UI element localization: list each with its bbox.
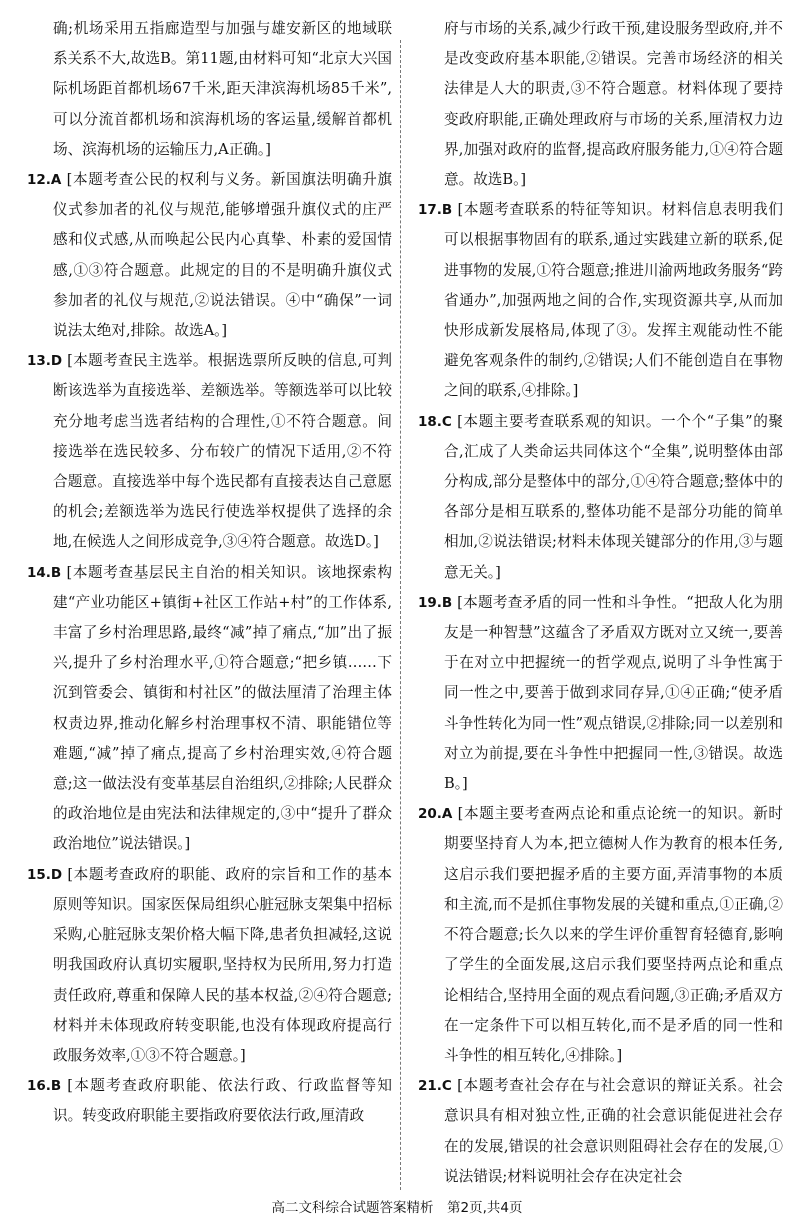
answer-16-text: [本题考查政府职能、依法行政、行政监督等知识。转变政府职能主要指政府要依法行政,厘清政 xyxy=(53,1077,392,1125)
answer-20-text: [本题主要考查两点论和重点论统一的知识。新时期要坚持育人为本,把立德树人作为教育的根本任务,这启示我们要把握矛盾的主要方面,弄清事物的本质和主流,而不是抓住事物发展的关键和重点,①正确,②不符合题意;长久以来的学生评价重智育轻德育,影响了学生的全面发展,这启示我们要坚持两点论和重点论相结合,坚持用全面的观点看问题,③正确;矛盾双方在一定条件下可以相互转化,而不是矛盾的同一性和斗争性的相互转化,④排除。] xyxy=(444,805,784,1064)
answer-18 xyxy=(418,407,783,588)
answer-12-number: 12.A xyxy=(27,172,62,189)
answer-14-text: [本题考查基层民主自治的相关知识。该地探索构建“产业功能区+镇街+社区工作站+村”的工作体系,丰富了乡村治理思路,最终“减”掉了痛点,“加”出了振兴,提升了乡村治理水平,①符合题意;“把乡镇……下沉到管委会、镇街和村社区”的做法厘清了治理主体权责边界,推动化解乡村治理事权不清、职能错位等难题,“减”掉了痛点,提高了乡村治理实效,④符合题意;这一做法没有变革基层自治组织,②排除;人民群众的政治地位是由宪法和法律规定的,③中“提升了群众政治地位”说法错误。] xyxy=(53,563,392,853)
answer-13-text: [本题考查民主选举。根据选票所反映的信息,可判断该选举为直接选举、差额选举。等额选举可以比较充分地考虑当选者结构的合理性,①不符合题意。间接选举在选民较多、分布较广的情况下适用,②不符合题意。直接选举中每个选民都有直接表达自己意愿的机会;差额选举为选民行使选举权提供了选择的余地,在候选人之间形成竞争,③④符合题意。故选D。] xyxy=(53,352,392,551)
column-divider xyxy=(400,40,401,1190)
answer-15-number: 15.D xyxy=(27,866,63,883)
answer-21-number: 21.C xyxy=(418,1078,452,1095)
answer-20-number: 20.A xyxy=(418,806,453,823)
answer-16-number: 16.B xyxy=(27,1078,62,1095)
answer-12 xyxy=(27,165,392,346)
answer-19-number: 19.B xyxy=(418,594,453,611)
answer-14 xyxy=(27,558,392,860)
answer-15 xyxy=(27,860,392,1071)
page-footer: 高二文科综合试题答案精析 第2页,共4页 xyxy=(271,1200,523,1216)
answer-14-number: 14.B xyxy=(27,564,62,581)
left-column xyxy=(27,14,392,1132)
answer-17 xyxy=(418,195,783,406)
answer-19-text: [本题考查矛盾的同一性和斗争性。“把敌人化为朋友是一种智慧”这蕴含了矛盾双方既对立又统一,要善于在对立中把握统一的哲学观点,说明了斗争性寓于同一性之中,要善于做到求同存异,①④正确;“使矛盾斗争性转化为同一性”观点错误,②排除;同一以差别和对立为前提,要在斗争性中把握同一性,③错误。故选B。] xyxy=(444,593,784,793)
answer-17-text: [本题考查联系的特征等知识。材料信息表明我们可以根据事物固有的联系,通过实践建立新的联系,促进事物的发展,①符合题意;推进川渝两地政务服务“跨省通办”,加强两地之间的合作,实现资源共享,从而加快形成新发展格局,体现了③。发挥主观能动性不能避免客观条件的制约,②错误;人们不能创造自在事物之间的联系,④排除。] xyxy=(444,201,783,400)
answer-13 xyxy=(27,346,392,557)
answer-16 xyxy=(27,1071,392,1131)
answer-17-number: 17.B xyxy=(418,202,453,219)
answer-19 xyxy=(418,588,783,799)
right-column xyxy=(418,14,783,1192)
answer-20 xyxy=(418,799,783,1071)
answer-18-text: [本题主要考查联系观的知识。一个个“子集”的聚合,汇成了人类命运共同体这个“全集”,说明整体由部分构成,部分是整体中的部分,①④符合题意;整体中的各部分是相互联系的,整体功能不是部分功能的简单相加,②说法错误;材料未体现关键部分的作用,③与题意无关。] xyxy=(444,412,783,581)
answer-12-text: [本题考查公民的权利与义务。新国旗法明确升旗仪式参加者的礼仪与规范,能够增强升旗仪式的庄严感和仪式感,从而唤起公民内心真挚、朴素的爱国情感,①③符合题意。此规定的目的不是明确升旗仪式参加者的礼仪与规范,②说法错误。④中“确保”一词说法太绝对,排除。故选A。] xyxy=(53,171,393,340)
answer-13-number: 13.D xyxy=(27,353,63,370)
answer-18-number: 18.C xyxy=(418,413,452,430)
answer-21-text: [本题考查社会存在与社会意识的辩证关系。社会意识具有相对独立性,正确的社会意识能促进社会存在的发展,错误的社会意识则阻碍社会存在的发展,①说法错误;材料说明社会存在决定社会 xyxy=(444,1077,783,1185)
answer-15-text: [本题考查政府的职能、政府的宗旨和工作的基本原则等知识。国家医保局组织心脏冠脉支架集中招标采购,心脏冠脉支架价格大幅下降,患者负担减轻,这说明我国政府认真切实履职,坚持权为民所用,努力打造责任政府,尊重和保障人民的基本权益,②④符合题意;材料并未体现政府转变职能,也没有体现政府提高行政服务效率,①③不符合题意。] xyxy=(53,865,392,1064)
q16-continuation: 府与市场的关系,减少行政干预,建设服务型政府,并不是改变政府基本职能,②错误。完善市场经济的相关法律是人大的职责,③不符合题意。材料体现了要持变政府职能,正确处理政府与市场的关系,厘清权力边界,加强对政府的监督,提高政府服务能力,①④符合题意。故选B。] xyxy=(444,20,783,189)
answer-21 xyxy=(418,1071,783,1192)
q11-continuation: 确;机场采用五指廊造型与加强与雄安新区的地域联系关系不大,故选B。第11题,由材料可知“北京大兴国际机场距首都机场67千米,距天津滨海机场85千米”,可以分流首都机场和滨海机场的客运量,缓解首都机场、滨海机场的运输压力,A正确。] xyxy=(53,20,392,158)
